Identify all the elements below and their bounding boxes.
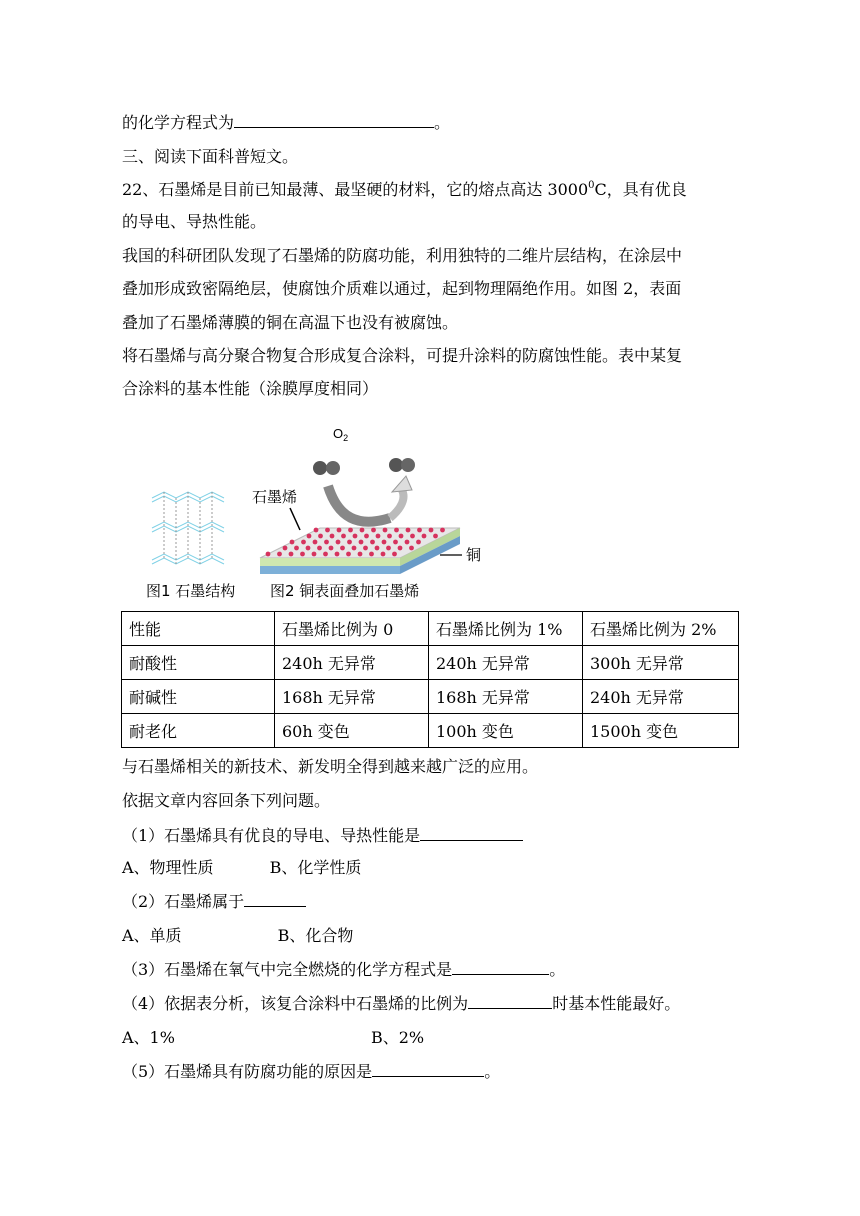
table-cell: 耐碱性 [122,680,275,714]
option-b[interactable]: B、2% [370,1028,425,1047]
graphene-atom [266,552,271,557]
header-cell: 石墨烯比例为 1% [429,612,583,646]
graphene-atom [306,546,311,551]
graphene-atom [363,546,368,551]
question-text: （3）石墨烯在氧气中完全燃烧的化学方程式是 [122,960,453,979]
answer-blank[interactable] [468,994,552,1009]
copper-graphene-illustration [260,458,462,574]
question-text: （4）依据表分析，该复合涂料中石墨烯的比例为 [122,994,469,1013]
option-a[interactable]: A、单质 [122,926,182,945]
table-row [122,680,739,714]
period: 。 [549,960,566,979]
question-text: （1）石墨烯具有优良的导电、导热性能是 [122,826,421,845]
paragraph-line: 叠加了石墨烯薄膜的铜在高温下也没有被腐蚀。 [122,313,459,332]
graphene-atom [409,546,414,551]
paragraph-line: 依据文章内容回条下列问题。 [122,791,331,810]
properties-table [121,611,739,748]
answer-blank[interactable] [244,892,306,907]
question-4-options [122,1028,424,1048]
graphene-atom [307,534,312,539]
graphene-atom [289,552,294,557]
table-header-row [122,612,739,646]
graphene-atom [337,528,342,533]
graphene-atom [346,552,351,557]
graphene-atom [358,552,363,557]
equation-prompt: 的化学方程式为 [122,113,235,132]
graphene-atom [283,546,288,551]
graphene-atom [325,528,330,533]
graphene-atom [399,534,404,539]
graphene-atom [392,552,397,557]
o2-label: $O_2$ [333,426,349,443]
graphene-atom [329,546,334,551]
graphene-atom [353,534,358,539]
copper-label: 铜 [466,546,482,564]
table-cell: 耐酸性 [122,646,275,680]
graphene-atom [417,528,422,533]
graphene-atom [387,534,392,539]
table-row [122,714,739,748]
graphene-atom [324,540,329,545]
answer-blank[interactable] [234,113,434,128]
table-cell: 1500h 变色 [583,714,739,748]
question-text-end: 时基本性能最好。 [552,994,681,1013]
answer-blank[interactable] [420,826,523,841]
graphene-atom [394,528,399,533]
superscript: 0 [588,180,595,191]
graphene-atom [318,534,323,539]
graphene-atom [422,534,427,539]
table-cell: 240h 无异常 [275,646,429,680]
header-cell: 性能 [122,612,275,646]
section-heading: 三、阅读下面科普短文。 [122,147,299,166]
graphene-atom [359,540,364,545]
graphene-atom [406,528,411,533]
fig1-caption: 图1 石墨结构 [146,582,236,600]
graphene-atom [335,552,340,557]
graphene-atom [364,534,369,539]
graphene-atom [330,534,335,539]
question-text: （5）石墨烯具有防腐功能的原因是 [122,1062,373,1081]
table-cell: 168h 无异常 [275,680,429,714]
question-1-options [122,858,361,878]
question-2-options [122,926,353,946]
question-text: （2）石墨烯属于 [122,892,245,911]
graphene-atom [340,546,345,551]
graphene-atom [352,546,357,551]
table-cell: 100h 变色 [429,714,583,748]
paragraph-line [122,180,687,200]
period: 。 [434,113,451,132]
graphene-atom [348,528,353,533]
graphene-atom [376,534,381,539]
graphene-atom [375,546,380,551]
header-cell: 石墨烯比例为 2% [583,612,739,646]
paragraph-line: 叠加形成致密隔绝层，使腐蚀介质难以通过，起到物理隔绝作用。如图 2，表面 [122,279,682,298]
period: 。 [484,1062,501,1081]
table-cell: 60h 变色 [275,714,429,748]
graphene-atom [433,534,438,539]
question-1 [122,826,523,846]
answer-blank[interactable] [452,960,549,975]
graphene-atom [371,528,376,533]
graphene-atom [393,540,398,545]
graphene-atom [405,540,410,545]
graphene-atom [294,546,299,551]
option-b[interactable]: B、化学性质 [269,858,362,877]
graphene-atom [382,540,387,545]
graphene-atom [336,540,341,545]
graphene-atom [398,546,403,551]
graphite-structure-illustration [152,492,224,564]
graphene-atom [383,528,388,533]
header-cell: 石墨烯比例为 0 [275,612,429,646]
equation-line [122,113,450,133]
graphene-atom [317,546,322,551]
question-5 [122,1062,500,1082]
graphene-atom [410,534,415,539]
question-3 [122,960,565,980]
graphene-atom [313,540,318,545]
graphene-atom [416,540,421,545]
option-a[interactable]: A、物理性质 [122,858,214,877]
graphene-atom [347,540,352,545]
graphene-atom [386,546,391,551]
graphene-atom [429,528,434,533]
graphene-atom [314,528,319,533]
option-b[interactable]: B、化合物 [277,926,354,945]
graphene-atom [369,552,374,557]
graphene-atom [323,552,328,557]
graphene-figure [140,418,490,602]
answer-blank[interactable] [372,1062,484,1077]
question-4 [122,994,680,1014]
table-cell: 240h 无异常 [583,680,739,714]
paragraph-line: 合涂料的基本性能（涂膜厚度相同） [122,379,379,398]
graphene-label: 石墨烯 [252,488,298,506]
graphene-atom [381,552,386,557]
graphene-atom [312,552,317,557]
fig2-caption: 图2 铜表面叠加石墨烯 [270,582,420,600]
table-row [122,646,739,680]
paragraph-line: 我国的科研团队发现了石墨烯的防腐功能，利用独特的二维片层结构，在涂层中 [122,246,683,265]
table-cell: 240h 无异常 [429,646,583,680]
graphene-atom [341,534,346,539]
paragraph-line: 将石墨烯与高分聚合物复合形成复合涂料，可提升涂料的防腐蚀性能。表中某复 [122,346,683,365]
option-a[interactable]: A、1% [122,1028,175,1047]
graphene-atom [300,552,305,557]
table-cell: 168h 无异常 [429,680,583,714]
paragraph-line: 与石墨烯相关的新技术、新发明全得到越来越广泛的应用。 [122,757,539,776]
graphene-atom [290,540,295,545]
table-cell: 300h 无异常 [583,646,739,680]
graphene-atom [301,540,306,545]
text-segment: C，具有优良 [594,180,687,199]
graphene-atom [277,552,282,557]
graphene-atom [440,528,445,533]
table-cell: 耐老化 [122,714,275,748]
text-segment: 22、石墨烯是目前已知最薄、最坚硬的材料，它的熔点高达 3000 [122,180,589,199]
question-2 [122,892,306,912]
graphene-atom [360,528,365,533]
graphene-atom [370,540,375,545]
paragraph-line: 的导电、导热性能。 [122,212,267,231]
